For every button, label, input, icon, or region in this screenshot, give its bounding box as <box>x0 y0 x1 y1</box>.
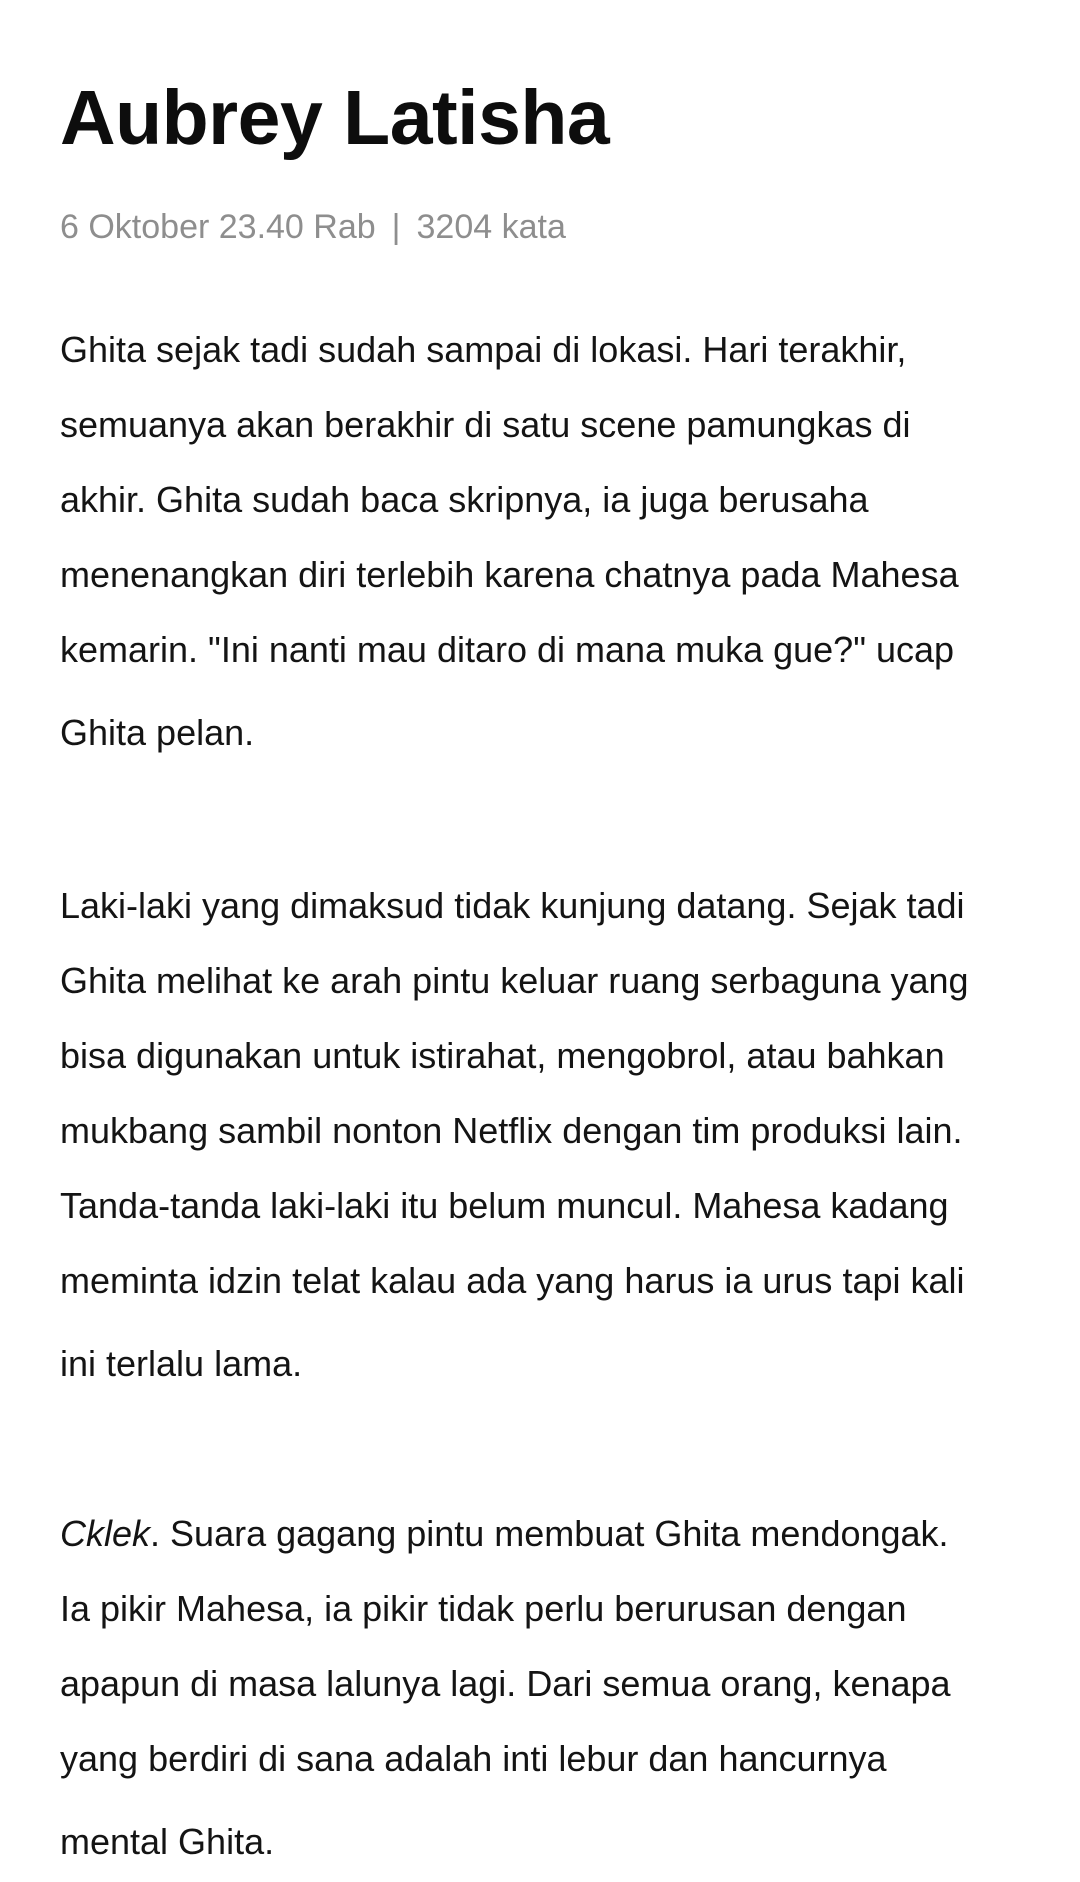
meta-separator: | <box>391 208 401 246</box>
paragraph-line: kemarin. "Ini nanti mau ditaro di mana muka gue?" ucap <box>60 629 955 670</box>
line-rest: . Suara gagang pintu membuat Ghita mendongak. <box>150 1513 949 1554</box>
paragraph-line: Ghita pelan. <box>60 712 255 753</box>
page-title: Aubrey Latisha <box>60 75 610 161</box>
paragraph-line: Tanda-tanda laki-laki itu belum muncul. Mahesa kadang <box>60 1185 949 1226</box>
paragraph-2 <box>60 868 1020 1401</box>
paragraph-line: Ghita melihat ke arah pintu keluar ruang serbaguna yang <box>60 960 969 1001</box>
article-meta <box>60 203 566 251</box>
paragraph-line <box>60 1496 1020 1571</box>
paragraph-line: menenangkan diri terlebih karena chatnya pada Mahesa <box>60 554 959 595</box>
publish-date: 6 Oktober 23.40 Rab <box>60 208 376 246</box>
paragraph-line: Ghita sejak tadi sudah sampai di lokasi. Hari terakhir, <box>60 329 907 370</box>
paragraph-line: semuanya akan berakhir di satu scene pamungkas di <box>60 404 911 445</box>
paragraph-line: ini terlalu lama. <box>60 1343 303 1384</box>
paragraph-line: akhir. Ghita sudah baca skripnya, ia juga berusaha <box>60 479 869 520</box>
paragraph-1 <box>60 312 1020 770</box>
paragraph-line: apapun di masa lalunya lagi. Dari semua orang, kenapa <box>60 1663 951 1704</box>
paragraph-3 <box>60 1496 1020 1879</box>
word-count: 3204 kata <box>416 208 566 246</box>
paragraph-line: yang berdiri di sana adalah inti lebur dan hancurnya <box>60 1738 887 1779</box>
paragraph-line: bisa digunakan untuk istirahat, mengobrol, atau bahkan <box>60 1035 945 1076</box>
paragraph-line: Ia pikir Mahesa, ia pikir tidak perlu berurusan dengan <box>60 1588 907 1629</box>
italic-word: Cklek <box>60 1513 151 1554</box>
paragraph-line: mental Ghita. <box>60 1821 275 1862</box>
paragraph-line: meminta idzin telat kalau ada yang harus ia urus tapi kali <box>60 1260 965 1301</box>
paragraph-line: Laki-laki yang dimaksud tidak kunjung datang. Sejak tadi <box>60 885 965 926</box>
paragraph-line: mukbang sambil nonton Netflix dengan tim produksi lain. <box>60 1110 963 1151</box>
